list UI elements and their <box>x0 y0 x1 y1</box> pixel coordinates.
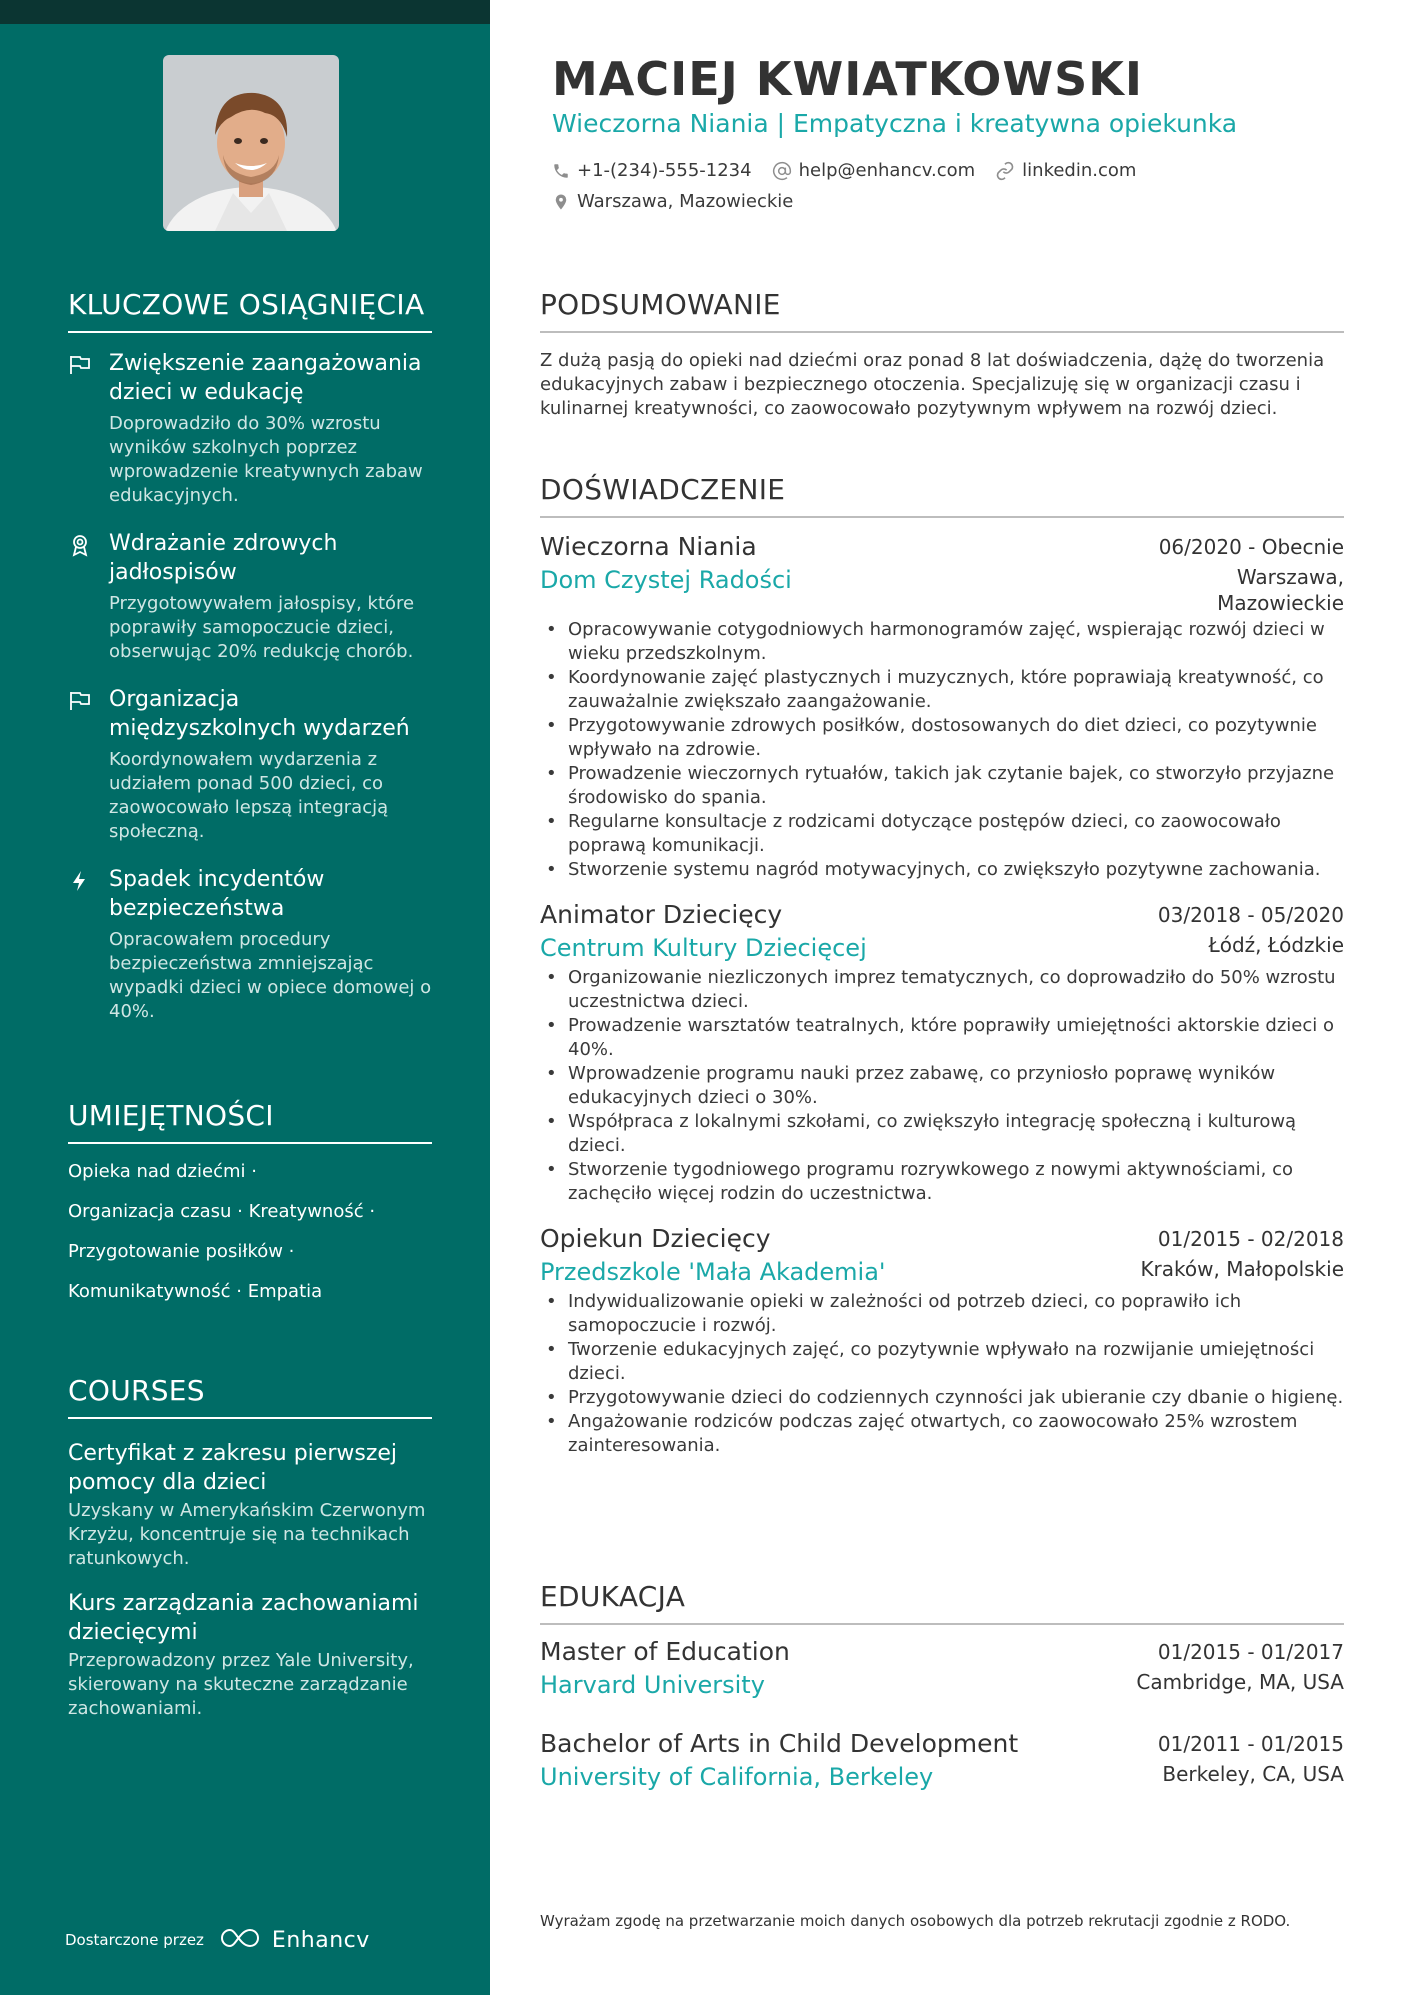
job-entry <box>540 530 1344 882</box>
phone-text[interactable]: +1-(234)-555-1234 <box>577 160 752 181</box>
education-school: Harvard University <box>540 1671 765 1699</box>
courses-section <box>68 1374 432 1721</box>
phone-icon <box>552 162 570 180</box>
course-title: Certyfikat z zakresu pierwszej pomocy dla dzieci <box>68 1441 398 1495</box>
achievement-desc: Doprowadziło do 30% wzrostu wyników szkolnych poprzez wprowadzenie kreatywnych zabaw edukacyjnych. <box>109 413 423 506</box>
education-location: Cambridge, MA, USA <box>1136 1670 1344 1694</box>
candidate-name: MACIEJ KWIATKOWSKI <box>552 52 1144 106</box>
job-bullet: • Przygotowywanie dzieci do codziennych czynności jak ubieranie czy dbanie o higienę. <box>540 1386 1344 1410</box>
location-pin-icon <box>552 192 570 212</box>
location-text: Warszawa, Mazowieckie <box>577 191 794 212</box>
achievement-desc: Przygotowywałem jałospisy, które poprawiły samopoczucie dzieci, obserwując 20% redukcję chorób. <box>109 593 415 662</box>
job-title: Wieczorna Niania <box>540 532 757 561</box>
education-entry <box>540 1635 1344 1701</box>
job-location <box>1209 932 1345 958</box>
course-title: Kurs zarządzania zachowaniami dziecięcymi <box>68 1591 419 1645</box>
job-bullet: • Organizowanie niezliczonych imprez tematycznych, co doprowadziło do 50% wzrostu uczestnictwa dzieci. <box>540 966 1344 1014</box>
skill-line: Organizacja czasu · Kreatywność · <box>68 1201 376 1222</box>
gdpr-consent: Wyrażam zgodę na przetwarzanie moich danych osobowych dla potrzeb rekrutacji zgodnie z RODO. <box>540 1912 1291 1930</box>
achievement-item <box>68 349 432 508</box>
job-entry <box>540 1222 1344 1458</box>
job-title: Animator Dziecięcy <box>540 900 783 929</box>
education-date: 01/2011 - 01/2015 <box>1157 1732 1344 1756</box>
experience-section <box>540 473 1344 1458</box>
contact-linkedin <box>995 160 1136 181</box>
job-bullet: • Wprowadzenie programu nauki przez zabawę, co przyniosło poprawę wyników edukacyjnych dzieci o 30%. <box>540 1062 1344 1110</box>
job-bullet: • Regularne konsultacje z rodzicami dotyczące postępów dzieci, co zaowocowało poprawą komunikacji. <box>540 810 1344 858</box>
link-icon <box>995 161 1015 181</box>
job-title: Opiekun Dziecięcy <box>540 1224 771 1253</box>
summary-section <box>540 288 1344 421</box>
job-date: 01/2015 - 02/2018 <box>1157 1227 1344 1251</box>
sidebar <box>0 0 490 1995</box>
achievement-title: Wdrażanie zdrowych jadłospisów <box>109 531 338 585</box>
achievement-title: Organizacja międzyszkolnych wydarzeń <box>109 687 410 741</box>
job-company: Przedszkole 'Mała Akademia' <box>540 1258 886 1286</box>
powered-label: Dostarczone przez <box>65 1931 204 1949</box>
summary-title: PODSUMOWANIE <box>540 288 1344 333</box>
achievement-title: Spadek incydentów bezpieczeństwa <box>109 867 325 921</box>
education-degree: Master of Education <box>540 1637 790 1666</box>
skills-title: UMIEJĘTNOŚCI <box>68 1099 432 1144</box>
contact-phone <box>552 160 752 181</box>
job-location <box>1217 564 1344 616</box>
sidebar-top-bar <box>0 0 490 24</box>
contact-email <box>772 160 976 181</box>
job-bullet: • Opracowywanie cotygodniowych harmonogramów zajęć, wspierając rozwój dzieci w wieku przedszkolnym. <box>540 618 1344 666</box>
flag-icon <box>68 689 92 713</box>
flag-icon <box>68 353 92 377</box>
job-company: Dom Czystej Radości <box>540 566 792 594</box>
job-entry <box>540 898 1344 1206</box>
job-bullet: • Prowadzenie wieczornych rytuałów, takich jak czytanie bajek, co stworzyło przyjazne środowisko do spania. <box>540 762 1344 810</box>
job-bullet: • Stworzenie systemu nagród motywacyjnych, co zwiększyło pozytywne zachowania. <box>540 858 1344 882</box>
candidate-headline: Wieczorna Niania | Empatyczna i kreatywna opiekunka <box>552 109 1238 138</box>
skills-list <box>68 1160 432 1304</box>
skill-line: Przygotowanie posiłków · <box>68 1241 295 1262</box>
job-company: Centrum Kultury Dziecięcej <box>540 934 867 962</box>
job-location-line: Łódź, Łódzkie <box>1208 933 1344 957</box>
education-location: Berkeley, CA, USA <box>1162 1762 1344 1786</box>
powered-brand: Enhancv <box>271 1927 370 1953</box>
lightning-icon <box>68 869 92 893</box>
job-location-line: Kraków, Małopolskie <box>1140 1257 1344 1281</box>
experience-title: DOŚWIADCZENIE <box>540 473 1344 518</box>
job-bullets <box>540 966 1344 1206</box>
education-degree: Bachelor of Arts in Child Development <box>540 1729 1019 1758</box>
job-bullet: • Stworzenie tygodniowego programu rozrywkowego z nowymi aktywnościami, co zachęciło więcej rodzin do uczestnictwa. <box>540 1158 1344 1206</box>
award-icon <box>68 533 92 557</box>
achievement-desc: Koordynowałem wydarzenia z udziałem ponad 500 dzieci, co zaowocowało lepszą integracją społeczną. <box>109 749 389 842</box>
job-bullet: • Angażowanie rodziców podczas zajęć otwartych, co zaowocowało 25% wzrostem zainteresowania. <box>540 1410 1344 1458</box>
achievements-title: KLUCZOWE OSIĄGNIĘCIA <box>68 288 432 333</box>
job-bullet: • Prowadzenie warsztatów teatralnych, które poprawiły umiejętności aktorskie dzieci o 40%. <box>540 1014 1344 1062</box>
job-bullet: • Przygotowywanie zdrowych posiłków, dostosowanych do diet dzieci, co pozytywnie wpływało na zdrowie. <box>540 714 1344 762</box>
job-bullet: • Indywidualizowanie opieki w zależności od potrzeb dzieci, co poprawiło ich samopoczucie i rozwój. <box>540 1290 1344 1338</box>
job-bullets <box>540 1290 1344 1458</box>
education-entry <box>540 1727 1344 1793</box>
job-bullets <box>540 618 1344 882</box>
course-desc: Przeprowadzony przez Yale University, skierowany na skuteczne zarządzanie zachowaniami. <box>68 1650 414 1719</box>
contact-location <box>552 191 793 212</box>
enhancv-logo-icon <box>218 1926 264 1954</box>
education-section <box>540 1580 1344 1793</box>
job-date: 03/2018 - 05/2020 <box>1157 903 1344 927</box>
job-location <box>1140 1256 1344 1282</box>
skills-section <box>68 1099 432 1304</box>
summary-text: Z dużą pasją do opieki nad dziećmi oraz ponad 8 lat doświadczenia, dążę do tworzenia edukacyjnych zabaw i bezpiecznego otoczenia. Specjalizuję się w organizacji czasu i kulinarnej kreatywności, co zaowocowało pozytywnym wpływem na rozwój dzieci. <box>540 350 1325 419</box>
achievement-item <box>68 685 432 844</box>
course-desc: Uzyskany w Amerykańskim Czerwonym Krzyżu, koncentruje się na technikach ratunkowych. <box>68 1500 426 1569</box>
job-date: 06/2020 - Obecnie <box>1158 535 1344 559</box>
courses-title: COURSES <box>68 1374 432 1419</box>
at-icon <box>772 161 792 181</box>
course-item <box>68 1439 432 1571</box>
achievement-item <box>68 865 432 1024</box>
skill-line: Komunikatywność · Empatia <box>68 1281 323 1302</box>
achievement-desc: Opracowałem procedury bezpieczeństwa zmniejszając wypadki dzieci w opiece domowej o 40%. <box>109 929 432 1022</box>
job-bullet: • Współpraca z lokalnymi szkołami, co zwiększyło integrację społeczną i kulturową dzieci. <box>540 1110 1344 1158</box>
profile-photo <box>163 55 339 231</box>
skill-line: Opieka nad dziećmi · <box>68 1161 257 1182</box>
powered-by <box>65 1926 370 1954</box>
course-item <box>68 1589 432 1721</box>
achievement-title: Zwiększenie zaangażowania dzieci w edukację <box>109 351 422 405</box>
achievement-item <box>68 529 432 664</box>
education-school: University of California, Berkeley <box>540 1763 934 1791</box>
job-location-line: Mazowieckie <box>1217 591 1344 615</box>
job-bullet: • Koordynowanie zajęć plastycznych i muzycznych, które poprawiają kreatywność, co zauważalnie zwiększało zaangażowanie. <box>540 666 1344 714</box>
email-text[interactable]: help@enhancv.com <box>798 160 976 181</box>
achievements-section <box>68 288 432 1024</box>
contact-location-row <box>552 191 813 212</box>
contact-row <box>552 160 1156 181</box>
linkedin-text[interactable]: linkedin.com <box>1022 160 1137 181</box>
education-date: 01/2015 - 01/2017 <box>1157 1640 1344 1664</box>
job-bullet: • Tworzenie edukacyjnych zajęć, co pozytywnie wpływało na rozwijanie umiejętności dzieci. <box>540 1338 1344 1386</box>
job-location-line: Warszawa, <box>1236 565 1344 589</box>
education-title: EDUKACJA <box>540 1580 1344 1625</box>
